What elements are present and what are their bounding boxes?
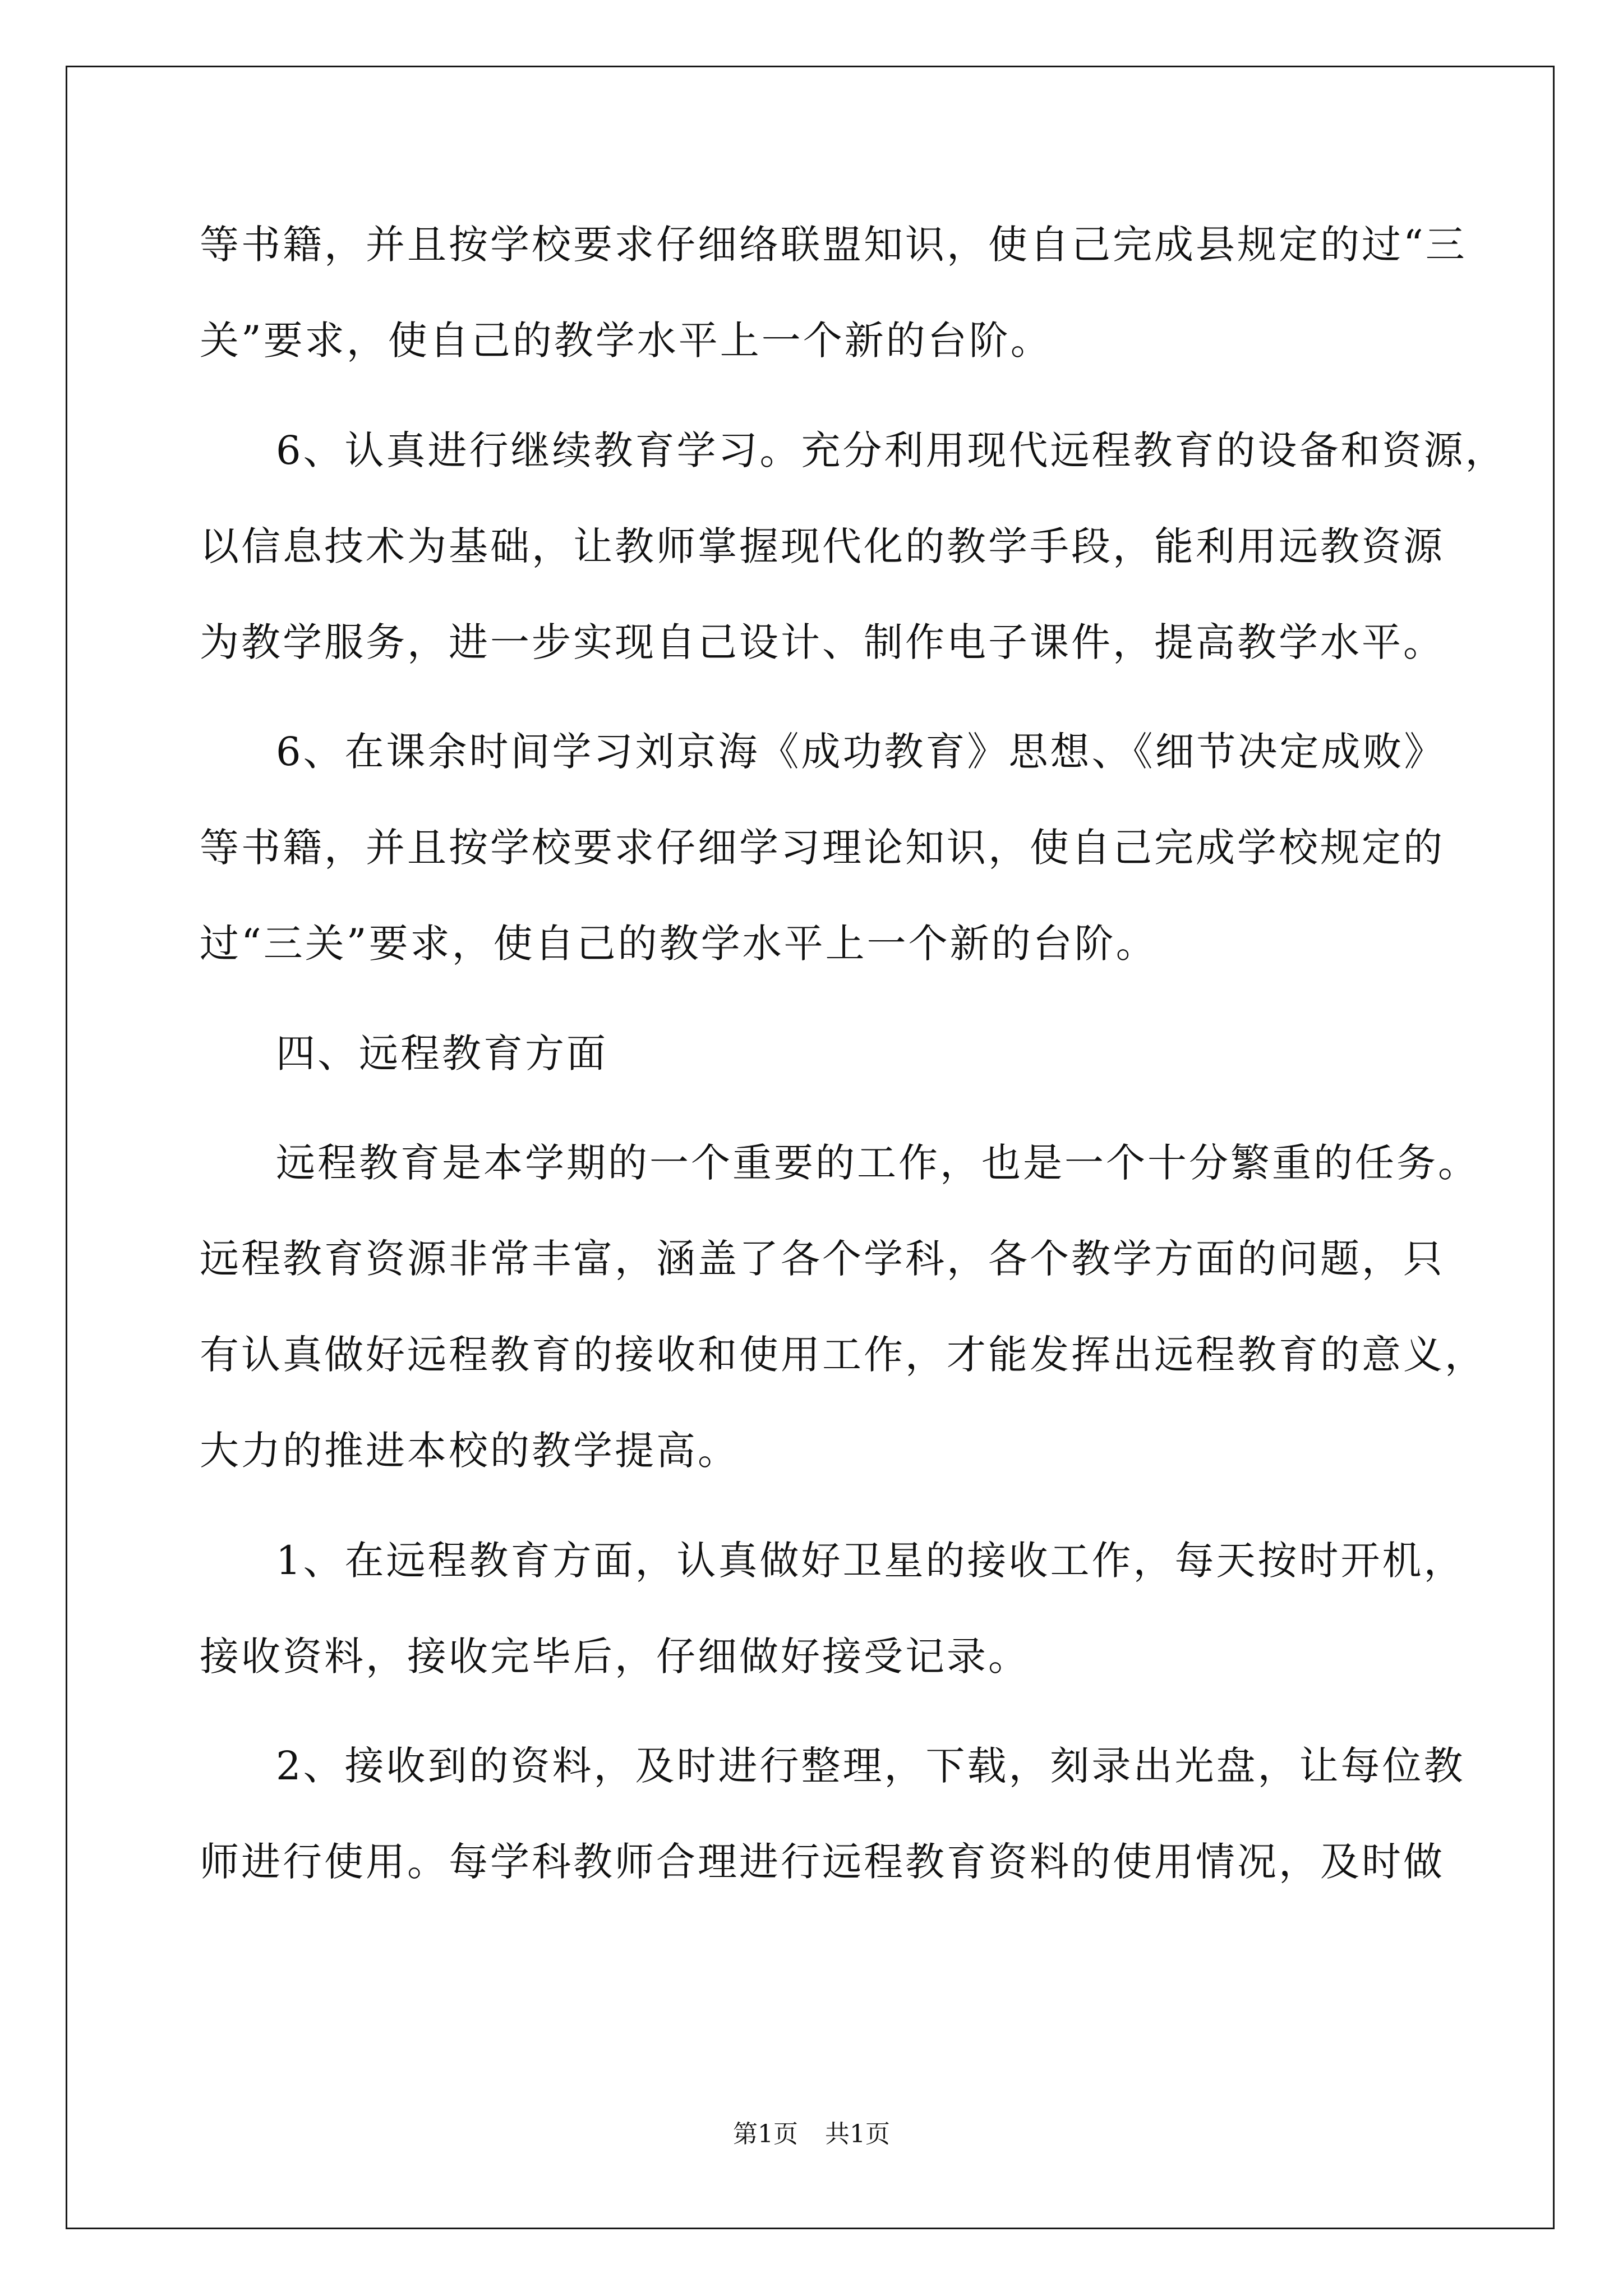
text-line: 2、接收到的资料，及时进行整理，下载，刻录出光盘，让每位教 — [276, 1743, 1465, 1789]
text-line: 6、认真进行继续教育学习。充分利用现代远程教育的设备和资源， — [276, 427, 1507, 473]
text-line: 过“三关”要求，使自己的教学水平上一个新的台阶。 — [200, 921, 1158, 967]
text-line: 等书籍，并且按学校要求仔细学习理论知识，使自己完成学校规定的 — [200, 825, 1445, 871]
text-line: 6、在课余时间学习刘京海《成功教育》思想、《细节决定成败》 — [276, 729, 1446, 775]
page-total: 共1页 — [825, 2120, 890, 2148]
text-line: 以信息技术为基础，让教师掌握现代化的教学手段，能利用远教资源 — [200, 523, 1445, 569]
section-heading: 四、远程教育方面 — [276, 1030, 608, 1076]
text-line: 1、在远程教育方面，认真做好卫星的接收工作，每天按时开机， — [276, 1538, 1465, 1584]
text-line: 有认真做好远程教育的接收和使用工作，才能发挥出远程教育的意义， — [200, 1332, 1486, 1378]
text-line: 师进行使用。每学科教师合理进行远程教育资料的使用情况，及时做 — [200, 1839, 1445, 1885]
text-line: 远程教育是本学期的一个重要的工作，也是一个十分繁重的任务。 — [276, 1140, 1479, 1186]
page-number: 第1页 — [733, 2120, 798, 2148]
text-line: 等书籍，并且按学校要求仔细络联盟知识，使自己完成县规定的过“三 — [200, 222, 1467, 268]
text-line: 关”要求，使自己的教学水平上一个新的台阶。 — [200, 318, 1052, 364]
text-line: 接收资料，接收完毕后，仔细做好接受记录。 — [200, 1634, 1030, 1680]
text-line: 远程教育资源非常丰富，涵盖了各个学科，各个教学方面的问题，只 — [200, 1236, 1445, 1282]
page-footer — [0, 2118, 1623, 2151]
text-line: 为教学服务，进一步实现自己设计、制作电子课件，提高教学水平。 — [200, 619, 1445, 665]
text-line: 大力的推进本校的教学提高。 — [200, 1428, 739, 1474]
